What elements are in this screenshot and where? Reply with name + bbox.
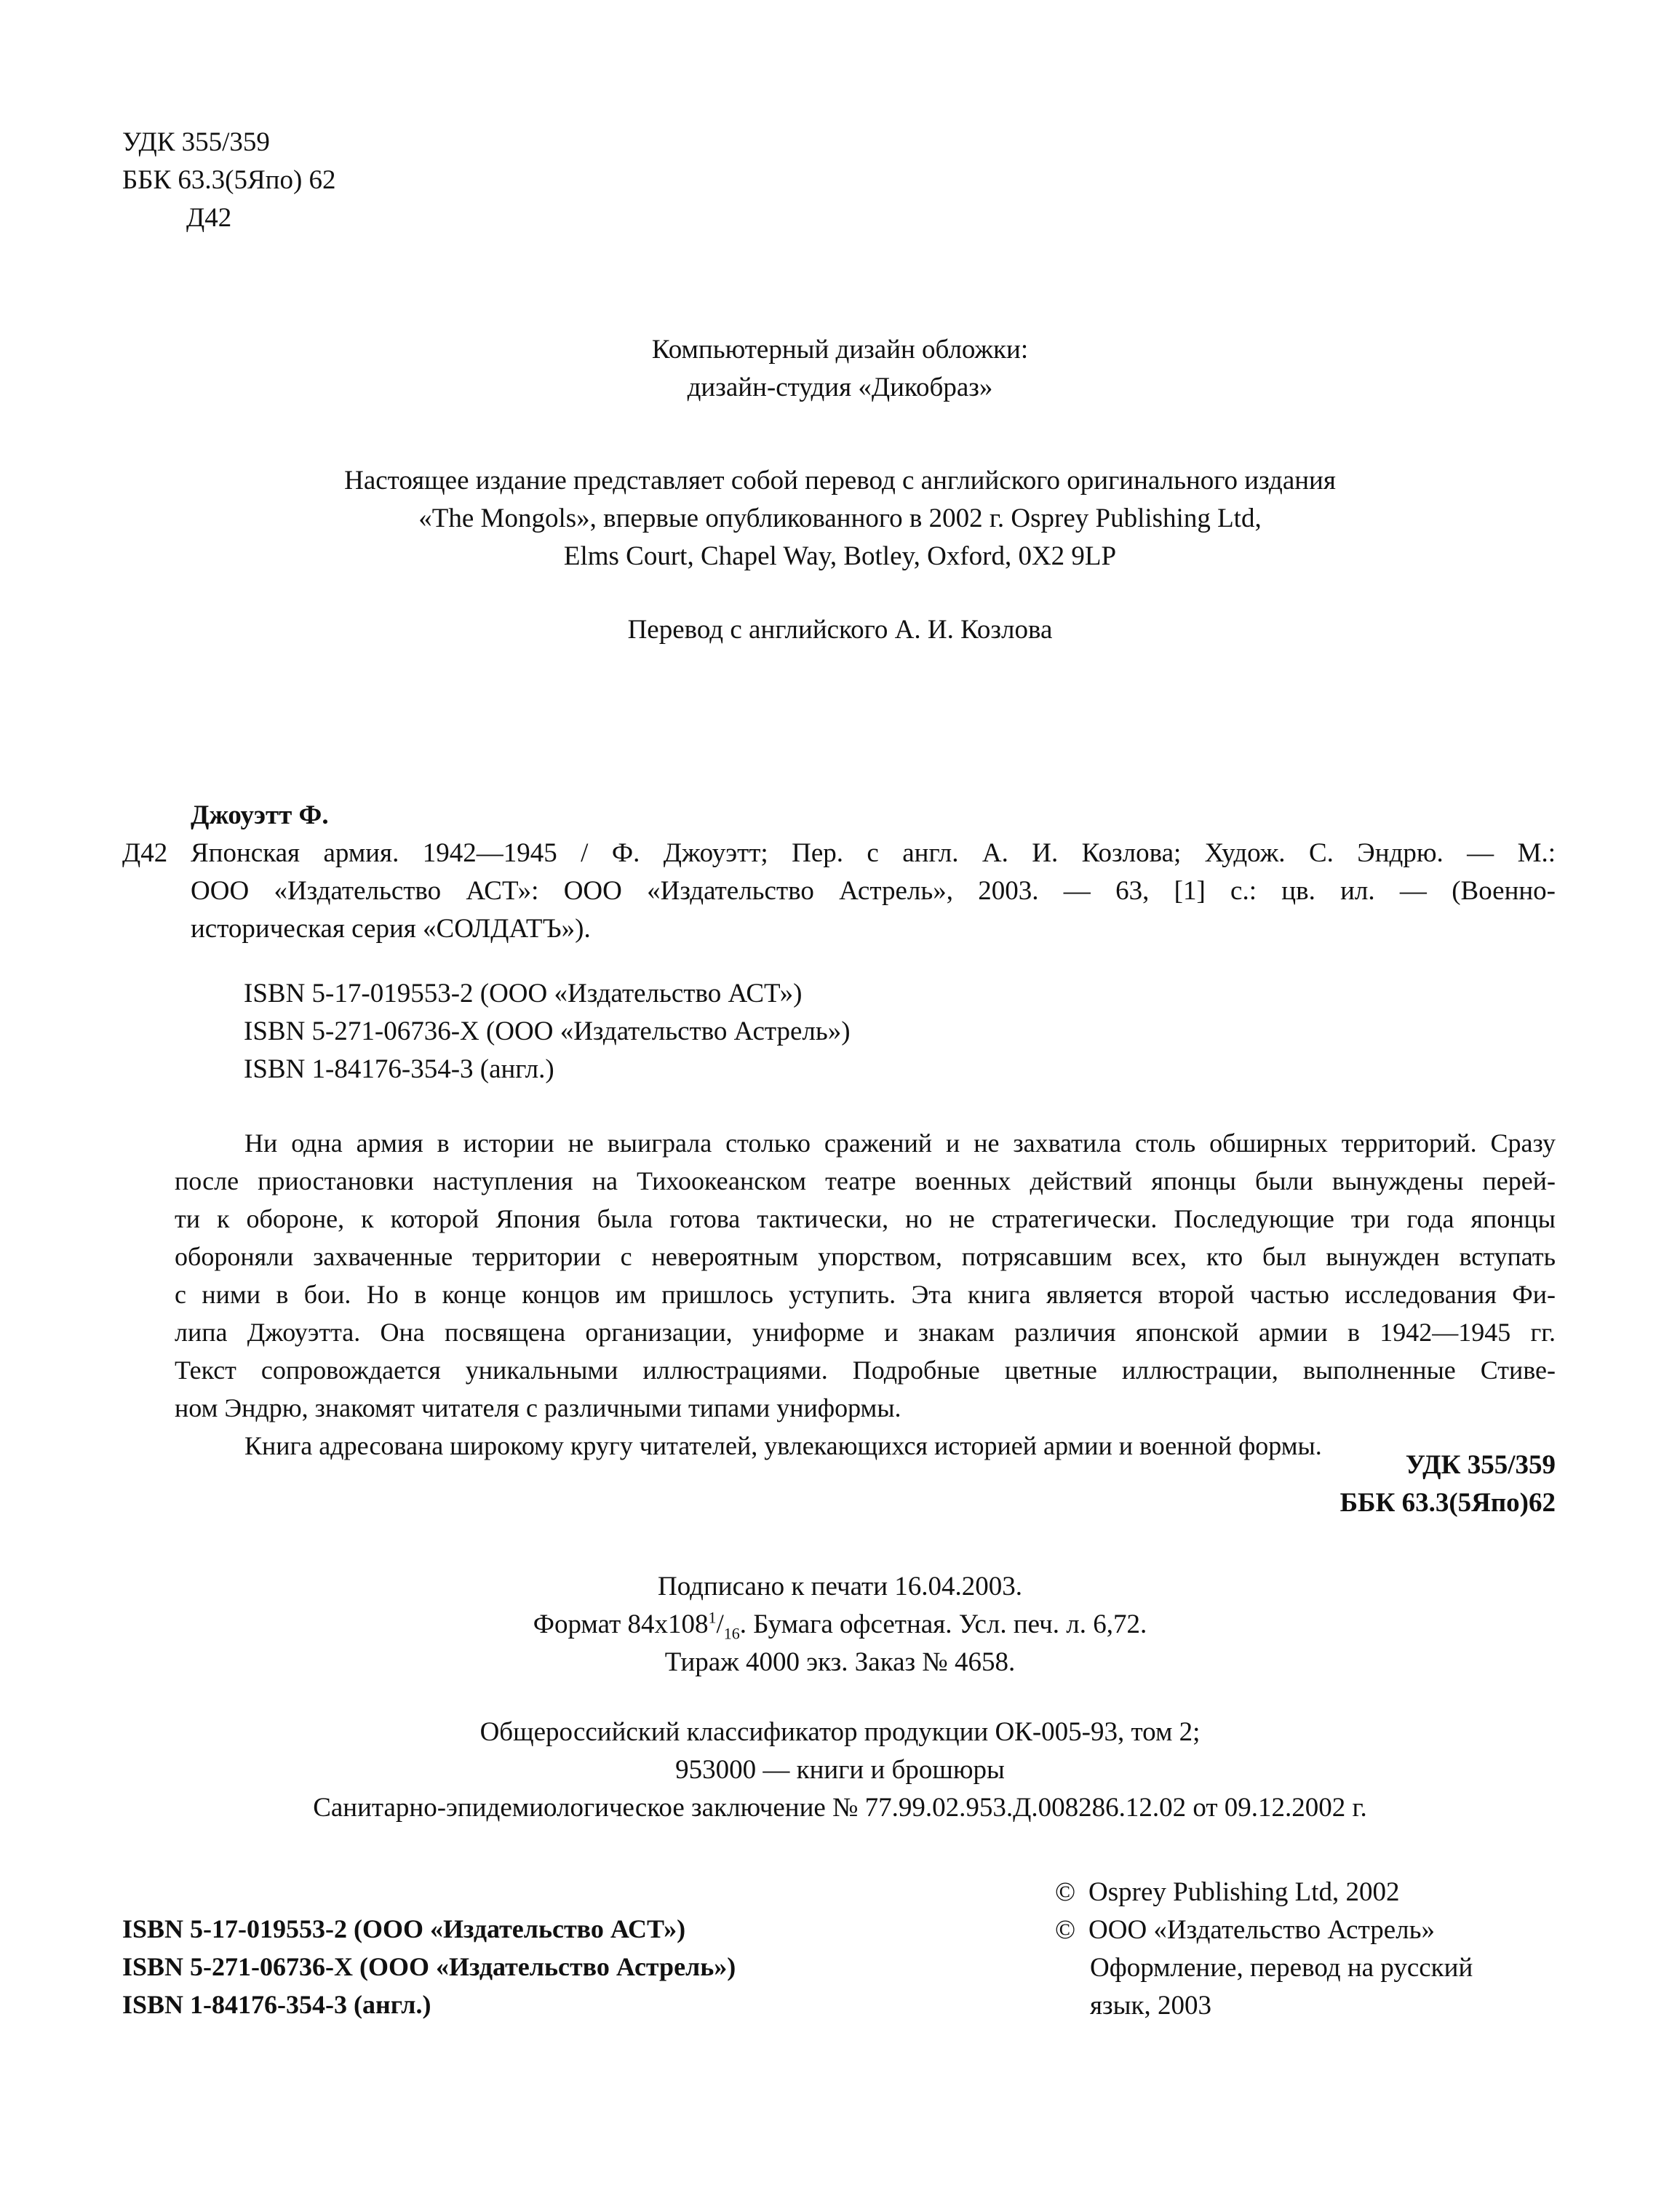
bibliographic-description <box>191 835 1556 948</box>
annotation-line: с ними в бои. Но в конце концов им пришлось уступить. Эта книга является второй частью исследования Фи- <box>175 1280 1556 1309</box>
isbn-item: ISBN 5-17-019553-2 (ООО «Издательство АСТ») <box>244 979 803 1008</box>
classifier-line-2: 953000 — книги и брошюры <box>675 1755 1005 1785</box>
copyright-line-2 <box>1055 1911 1579 1949</box>
original-edition-line-2: «The Mongols», впервые опубликованного в 2002 г. Osprey Publishing Ltd, <box>418 504 1262 533</box>
annotation-line: после приостановки наступления на Тихоокеанском театре военных действий японцы были вынуждены перей- <box>175 1166 1556 1195</box>
copyright-line-4: язык, 2003 <box>1090 1991 1211 2021</box>
annotation-paragraph-1 <box>175 1124 1556 1427</box>
original-edition-line-3: Elms Court, Chapel Way, Botley, Oxford, 0X2 9LP <box>563 541 1117 571</box>
annotation-line: Книга адресована широкому кругу читателей, увлекающихся историей армии и военной формы. <box>244 1431 1322 1460</box>
annotation-line: липа Джоуэтта. Она посвящена организации, униформе и знакам различия японской армии в 1942—1945 гг. <box>175 1318 1556 1347</box>
format-prefix: Формат 84x108 <box>533 1609 709 1639</box>
isbn-bold-item: ISBN 5-17-019553-2 (ООО «Издательство АСТ») <box>122 1914 686 1943</box>
translator-line: Перевод с английского А. И. Козлова <box>627 615 1053 645</box>
isbn-list <box>244 975 1117 1088</box>
isbn-bold-item: ISBN 1-84176-354-3 (англ.) <box>122 1990 431 2019</box>
bibliographic-code: Д42 <box>122 838 168 868</box>
annotation-line: ном Эндрю, знакомят читателя с различными типами униформы. <box>175 1393 901 1422</box>
signed-to-print: Подписано к печати 16.04.2003. <box>658 1572 1022 1601</box>
annotation-line: обороняли захваченные территории с невероятным упорством, потрясавшим всех, кто был вынужден вступать <box>175 1242 1556 1271</box>
annotation-line: Ни одна армия в истории не выиграла столько сражений и не захватила столь обширных территорий. Сразу <box>244 1129 1556 1158</box>
classifier-line-3: Санитарно-эпидемиологическое заключение № 77.99.02.953.Д.008286.12.02 от 09.12.2002 г. <box>313 1793 1367 1823</box>
annotation-line: Текст сопровождается уникальными иллюстрациями. Подробные цветные иллюстрации, выполненные Стиве- <box>175 1356 1556 1385</box>
translator-credit <box>0 611 1680 649</box>
right-classification <box>1164 1446 1556 1522</box>
classifier-line-1: Общероссийский классификатор продукции ОК-005-93, том 2; <box>479 1717 1201 1747</box>
annotation-line: ти к обороне, к которой Япония была готова тактически, но не стратегически. Последующие три года японцы <box>175 1204 1556 1233</box>
bibliographic-line-2: ООО «Издательство АСТ»: ООО «Издательство Астрель», 2003. — 63, [1] с.: цв. ил. — (Военно- <box>191 876 1556 906</box>
bibliographic-line-3: историческая серия «СОЛДАТЪ»). <box>191 914 591 944</box>
author-mark-code: Д42 <box>186 203 232 233</box>
copyright-line-1 <box>1055 1874 1579 1911</box>
original-edition-line-1: Настоящее издание представляет собой перевод с английского оригинального издания <box>344 466 1336 495</box>
cover-design-line-2: дизайн-студия «Дикобраз» <box>687 373 993 402</box>
top-classification <box>122 124 559 237</box>
copyright-block <box>1055 1874 1579 2025</box>
annotation <box>175 1124 1556 1465</box>
format-line: Формат $84x108^1/_{16}$. Бумага офсетная. Усл. печ. л. 6,72. <box>533 1608 1147 1643</box>
copyright-icon: © <box>1055 1915 1076 1945</box>
original-edition-note <box>0 462 1680 576</box>
bbk-code-right: ББК 63.3(5Япо)62 <box>1339 1488 1556 1518</box>
bibliographic-line-1: Японская армия. 1942—1945 / Ф. Джоуэтт; Пер. с англ. А. И. Козлова; Худож. С. Эндрю. — М.: <box>191 838 1556 868</box>
isbn-bold-item: ISBN 5-271-06736-Х (ООО «Издательство Астрель») <box>122 1952 736 1981</box>
isbn-item: ISBN 5-271-06736-Х (ООО «Издательство Астрель») <box>244 1016 851 1046</box>
cover-design-credit <box>0 331 1680 407</box>
product-classifier <box>0 1714 1680 1827</box>
udk-code-right: УДК 355/359 <box>1405 1450 1556 1480</box>
bbk-code: ББК 63.3(5Япо) 62 <box>122 165 336 195</box>
print-run: Тираж 4000 экз. Заказ № 4658. <box>664 1647 1016 1677</box>
print-info <box>0 1568 1680 1681</box>
copyright-icon: © <box>1055 1877 1076 1907</box>
copyright-holder-2: ООО «Издательство Астрель» <box>1088 1915 1435 1945</box>
isbn-item: ISBN 1-84176-354-3 (англ.) <box>244 1054 554 1084</box>
bibliographic-author: Джоуэтт Ф. <box>191 800 329 830</box>
copyright-holder-1: Osprey Publishing Ltd, 2002 <box>1088 1877 1400 1907</box>
format-fraction-denominator: 16 <box>723 1624 740 1643</box>
copyright-line-3: Оформление, перевод на русский <box>1090 1953 1473 1983</box>
format-suffix: . Бумага офсетная. Усл. печ. л. 6,72. <box>739 1609 1147 1639</box>
cover-design-line-1: Компьютерный дизайн обложки: <box>651 335 1029 365</box>
udk-code: УДК 355/359 <box>122 127 270 157</box>
format-fraction-numerator: 1 <box>708 1608 717 1627</box>
isbn-bold-list <box>122 1910 959 2023</box>
